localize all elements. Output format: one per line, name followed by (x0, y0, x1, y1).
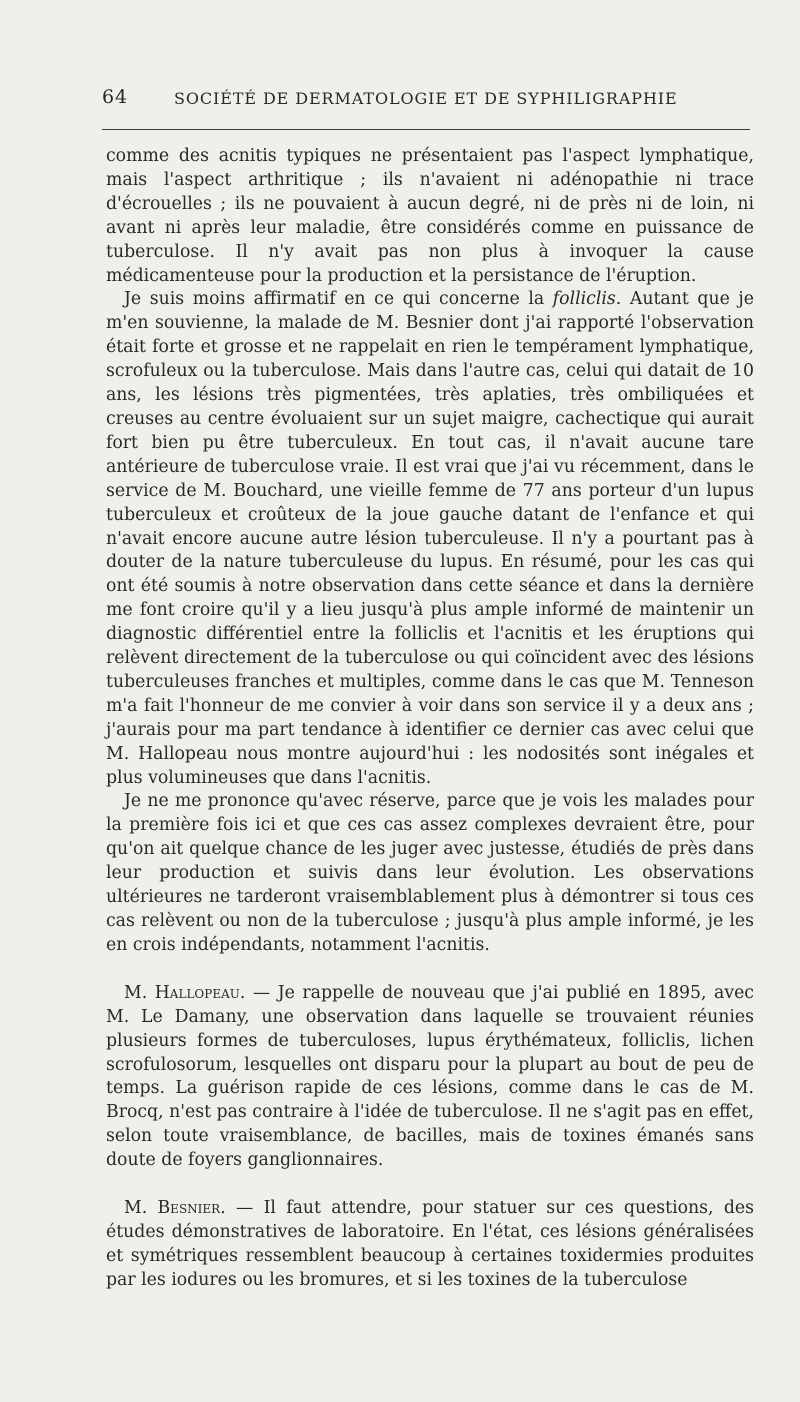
speaker-prefix: M. (124, 982, 155, 1003)
speaker-hallopeau: Hallopeau. (154, 982, 246, 1003)
speaker-prefix: M. (124, 1198, 158, 1219)
paragraph-reserve (106, 790, 754, 957)
paragraph-3-text: Je ne me prononce qu'avec réserve, parce que je vois les malades pour la première fois ici et que ces cas assez complexes devraient être, pour qu'on ait quelque chance de les juger avec justesse, étudiés de près dans leur production et suivis dans leur évolution. Les observations ultérieures ne tarderont vraisemblablement plus à démontrer si tous ces cas relèvent ou non de la tuberculose ; jusqu'à plus ample informé, je les en crois indépendants, notamment l'acnitis. (106, 791, 754, 955)
page-number: 64 (102, 86, 128, 108)
running-header (102, 86, 752, 120)
paragraph-continuation (106, 145, 754, 288)
header-rule (102, 129, 750, 130)
paragraph-2-text-rest: Autant que je m'en souvienne, la malade de M. Besnier dont j'ai rapporté l'observation était forte et grosse et ne rappelait en rien le tempérament lymphatique, scrofuleux ou la tuberculose. Mais dans l'autre cas, celui qui datait de 10 ans, les lésions très pigmentées, très aplaties, très ombiliquées et creuses au centre évoluaient sur un sujet maigre, cachectique qui aurait fort bien pu être tuberculeux. En tout cas, il n'avait aucune tare antérieure de tuberculose vraie. Il est vrai que j'ai vu récemment, dans le service de M. Bouchard, une vieille femme de 77 ans porteur d'un lupus tuberculeux et croûteux de la joue gauche datant de l'enfance et qui n'avait encore aucune autre lésion tuberculeuse. Il n'y a pourtant pas à douter de la nature tuberculeuse du lupus. En résumé, pour les cas qui ont été soumis à notre observation dans cette séance et dans la dernière me font croire qu'il y a lieu jusqu'à plus ample informé de maintenir un diagnostic différentiel entre la folliclis et l'acnitis et les éruptions qui relèvent directement de la tuberculose ou qui coïncident avec des lésions tuberculeuses franches et multiples, comme dans le cas que M. Tenneson m'a fait l'honneur de me convier à voir dans son service il y a deux ans ; j'aurais pour ma part tendance à identifier ce dernier cas avec celui que M. Hallopeau nous montre aujourd'hui : les nodosités sont inégales et plus volumineuses que dans l'acnitis. (106, 289, 754, 788)
article-body (106, 145, 754, 1293)
paragraph-2-text-start: Je suis moins affirmatif en ce qui concerne la (124, 289, 553, 310)
paragraph-hallopeau (106, 982, 754, 1173)
running-title: SOCIÉTÉ DE DERMATOLOGIE ET DE SYPHILIGRAPHIE (174, 89, 678, 108)
paragraph-folliclis (106, 288, 754, 790)
paragraph-4-text: — Je rappelle de nouveau que j'ai publié en 1895, avec M. Le Damany, une observation dans laquelle se trouvaient réunies plusieurs formes de tuberculoses, lupus érythémateux, folliclis, lichen scrofulosorum, lesquelles ont disparu pour la plupart au bout de peu de temps. La guérison rapide de ces lésions, comme dans le cas de M. Brocq, n'est pas contraire à l'idée de tuberculose. Il ne s'agit pas en effet, selon toute vraisemblance, de bacilles, mais de toxines émanés sans doute de foyers ganglionnaires. (106, 982, 754, 1171)
paragraph-1-text: comme des acnitis typiques ne présentaient pas l'aspect lymphatique, mais l'aspect arthritique ; ils n'avaient ni adénopathie ni trace d'écrouelles ; ils ne pouvaient à aucun degré, ni de près ni de loin, ni avant ni après leur maladie, être considérés comme en puissance de tuberculose. Il n'y avait pas non plus à invoquer la cause médicamenteuse pour la production et la persistance de l'éruption. (106, 146, 754, 286)
paragraph-besnier (106, 1197, 754, 1293)
italic-term-folliclis: folliclis. (552, 289, 622, 310)
paragraph-5-text: — Il faut attendre, pour statuer sur ces questions, des études démonstratives de laboratoire. En l'état, ces lésions généralisées et symétriques ressemblent beaucoup à certaines toxidermies produites par les iodures ou les bromures, et si les toxines de la tuberculose (106, 1198, 754, 1290)
speaker-besnier: Besnier. (157, 1198, 226, 1219)
